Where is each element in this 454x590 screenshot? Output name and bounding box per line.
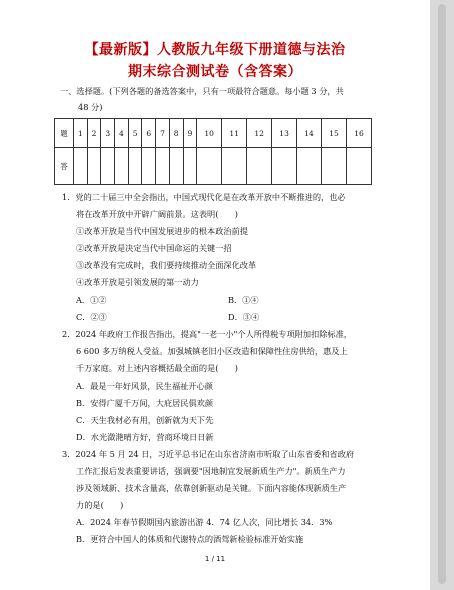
answer-table-answer-row [55,148,372,185]
answer-cell [128,148,142,185]
question-1-option-c: C．②③ [76,312,107,322]
question-1-option-a: A．①② [76,295,107,305]
answer-table-number: 10 [197,119,222,148]
question-1-statement-1: ①改革开放是当代中国发展进步的根本政治前提 [76,226,248,236]
answer-cell [222,148,247,185]
answer-table-number: 9 [183,119,197,148]
answer-table-number: 7 [156,119,170,148]
question-2-stem-cont: 6 600 多万纳税人受益。加强城镇老旧小区改造和保障性住房供给，惠及上 [76,346,348,356]
question-3-stem-cont: 力的是( ) [76,500,124,510]
answer-cell [101,148,115,185]
document-title-line1: 【最新版】人教版九年级下册道德与法治 [84,42,346,58]
answer-table-row-label: 答 [55,148,74,185]
answer-table-number-row [55,119,372,148]
document-title-line2: 期末综合测试卷（含答案） [128,64,302,80]
answer-cell [142,148,156,185]
answer-table-number: 13 [272,119,297,148]
answer-table-number: 5 [128,119,142,148]
answer-table-number: 16 [347,119,372,148]
question-2-stem: 2．2024 年政府工作报告指出，提高"一老一小"个人所得税专项附加扣除标准， [62,329,352,339]
question-2-option-b: B．安得广厦千万间，大庇居民俱欢颜 [76,398,214,408]
answer-table-number: 15 [322,119,347,148]
answer-table-number: 12 [247,119,272,148]
answer-cell [297,148,322,185]
answer-table-number: 1 [74,119,88,148]
answer-table-number: 11 [222,119,247,148]
section-instructions: 一、选择题。(下列各题的备选答案中，只有一项最符合题意。每小题 3 分，共 [60,86,344,96]
question-2-option-a: A．最是一年好风景，民生福祉开心颜 [76,381,213,391]
vertical-scrollbar[interactable] [430,0,454,590]
answer-table [54,118,372,185]
answer-table-row-label: 题 [55,119,74,148]
answer-cell [197,148,222,185]
answer-table-number: 2 [87,119,101,148]
answer-cell [272,148,297,185]
answer-cell [322,148,347,185]
question-1-statement-3: ③改革没有完成时，我们要持续推动全面深化改革 [76,260,257,270]
section-instructions-cont: 48 分) [78,102,103,112]
answer-table-number: 4 [115,119,129,148]
question-1-stem: 1．党的二十届三中全会指出，中国式现代化是在改革开放中不断推进的，也必 [62,192,346,202]
question-3-stem-cont: 工作汇报后发表重要讲话，强调要"因地制宜发展新质生产力"。新质生产力 [76,466,346,476]
question-1-option-b: B．①④ [228,295,259,305]
question-1-statement-4: ④改革开放是引领发展的第一动力 [76,277,199,287]
page-number: 1 / 11 [204,555,226,563]
answer-cell [156,148,170,185]
question-2-option-d: D．水光潋滟晴方好，营商环境日日新 [76,432,214,442]
answer-table-number: 8 [169,119,183,148]
question-3-stem: 3．2024 年 5 月 24 日，习近平总书记在山东省济南市听取了山东省委和省政府 [62,449,355,459]
answer-cell [247,148,272,185]
question-2-stem-cont: 千万家庭。对上述内容概括最全面的是( ) [76,363,238,373]
question-3-stem-cont: 涉及领域新、技术含量高，依靠创新驱动是关键。下面内容能体现新质生产 [76,483,347,493]
answer-table-number: 14 [297,119,322,148]
answer-cell [347,148,372,185]
answer-cell [115,148,129,185]
answer-table-number: 6 [142,119,156,148]
question-3-option-b: B．更符合中国人的体质和代谢特点的酒驾新检验标准开始实施 [76,534,304,544]
question-1-stem-cont: 将在改革开放中开辟广阔前景。这表明( ) [76,209,238,219]
question-1-option-d: D．③④ [228,312,260,322]
question-2-option-c: C．天生我材必有用，创新就为天下先 [76,415,214,425]
answer-table-number: 3 [101,119,115,148]
answer-cell [74,148,88,185]
question-1-statement-2: ②改革开放是决定当代中国命运的关键一招 [76,243,232,253]
question-3-option-a: A．2024 年春节假期国内旅游出游 4．74 亿人次，同比增长 34．3% [76,517,333,527]
answer-cell [87,148,101,185]
answer-cell [169,148,183,185]
answer-cell [183,148,197,185]
scrollbar-thumb[interactable] [438,4,446,584]
